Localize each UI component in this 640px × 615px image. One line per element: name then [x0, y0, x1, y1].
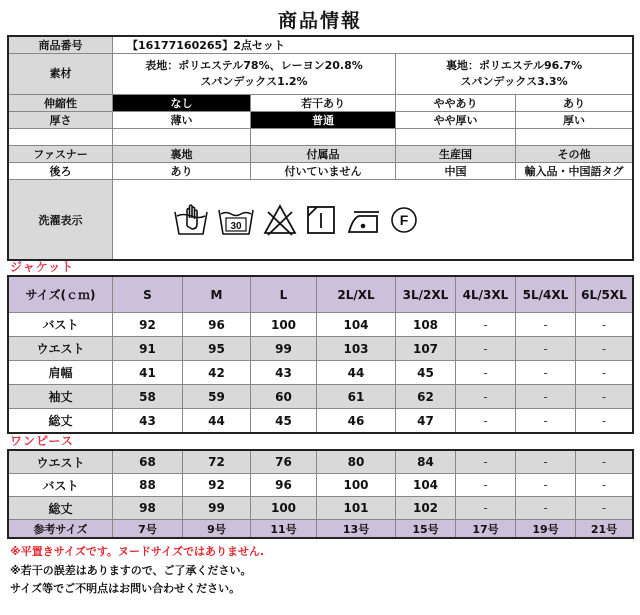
wash-icons-cell [113, 180, 633, 260]
cell: 92 [113, 313, 183, 337]
cell: 103 [317, 337, 396, 361]
size-header: 6L/5XL [576, 277, 633, 313]
cell: - [516, 361, 576, 385]
material-outer [113, 54, 396, 95]
material-lining [396, 54, 633, 95]
row-label: ウエスト [9, 451, 113, 474]
cell: 9号 [183, 520, 251, 538]
line-dry-shade-icon [305, 204, 337, 236]
row-label: バスト [9, 474, 113, 497]
size-header: 3L/2XL [396, 277, 456, 313]
spec-header-zipper: ファスナー [9, 146, 113, 163]
reference-size-row [9, 520, 633, 538]
cell: 15号 [396, 520, 456, 538]
thickness-option-slightly-thick: やや厚い [396, 112, 516, 129]
product-number-label: 商品番号 [9, 37, 113, 54]
spec-value-other: 輸入品・中国語タグ [516, 163, 633, 180]
empty-cell [396, 129, 516, 146]
material-label: 素材 [9, 54, 113, 95]
table-row [9, 337, 633, 361]
cell: 61 [317, 385, 396, 409]
cell: - [456, 313, 516, 337]
cell: 13号 [317, 520, 396, 538]
table-row [9, 385, 633, 409]
cell: 43 [251, 361, 317, 385]
svg-text:30: 30 [230, 220, 242, 232]
table-row [9, 497, 633, 520]
cell: - [576, 385, 633, 409]
onepiece-size-table [8, 450, 633, 538]
cell: 45 [396, 361, 456, 385]
cell: 43 [113, 409, 183, 433]
cell: - [576, 313, 633, 337]
table-row [9, 474, 633, 497]
cell: 21号 [576, 520, 633, 538]
cell: 59 [183, 385, 251, 409]
cell: 99 [183, 497, 251, 520]
cell: - [576, 409, 633, 433]
stretch-option-yes: あり [516, 95, 633, 112]
stretch-label: 伸縮性 [9, 95, 113, 112]
spec-value-zipper: 後ろ [9, 163, 113, 180]
cell: - [516, 474, 576, 497]
wash-30-icon [217, 204, 255, 236]
thickness-option-thin: 薄い [113, 112, 251, 129]
cell: 60 [251, 385, 317, 409]
cell: 7号 [113, 520, 183, 538]
cell: 41 [113, 361, 183, 385]
cell: 99 [251, 337, 317, 361]
cell: - [576, 361, 633, 385]
spec-header-lining: 裏地 [113, 146, 251, 163]
cell: 62 [396, 385, 456, 409]
cell: 45 [251, 409, 317, 433]
spec-header-accessories: 付属品 [251, 146, 396, 163]
stretch-option-some: ややあり [396, 95, 516, 112]
onepiece-section-label: ワンピース [10, 434, 74, 448]
cell: 104 [396, 474, 456, 497]
cell: 47 [396, 409, 456, 433]
cell: - [516, 497, 576, 520]
thickness-option-normal: 普通 [251, 112, 396, 129]
cell: 95 [183, 337, 251, 361]
spec-value-accessories: 付いていません [251, 163, 396, 180]
row-label: 総丈 [9, 497, 113, 520]
cell: 72 [183, 451, 251, 474]
table-row [9, 451, 633, 474]
spec-value-lining: あり [113, 163, 251, 180]
cell: - [516, 313, 576, 337]
size-header: L [251, 277, 317, 313]
cell: 102 [396, 497, 456, 520]
cell: - [516, 451, 576, 474]
jacket-size-table [8, 276, 633, 433]
cell: 91 [113, 337, 183, 361]
cell: - [516, 409, 576, 433]
cell: - [576, 474, 633, 497]
material-outer-line1: 表地：ポリエステル78%、レーヨン20.8% [145, 59, 363, 72]
note-flat-size: ※平置きサイズです。ヌードサイズではありません. [10, 545, 265, 558]
stretch-option-none: なし [113, 95, 251, 112]
wash-label: 洗濯表示 [9, 180, 113, 260]
cell: 100 [251, 497, 317, 520]
cell: - [456, 497, 516, 520]
cell: 58 [113, 385, 183, 409]
row-label: バスト [9, 313, 113, 337]
cell: 19号 [516, 520, 576, 538]
page-title: 商品情報 [277, 10, 362, 32]
cell: 92 [183, 474, 251, 497]
product-number-value: 【16177160265】2点セット [113, 37, 633, 54]
cell: 98 [113, 497, 183, 520]
dry-clean-f-icon [389, 205, 419, 235]
size-header: 5L/4XL [516, 277, 576, 313]
cell: 17号 [456, 520, 516, 538]
cell: - [576, 451, 633, 474]
cell: 68 [113, 451, 183, 474]
size-header: S [113, 277, 183, 313]
hand-wash-icon [173, 204, 209, 236]
cell: - [456, 337, 516, 361]
cell: 108 [396, 313, 456, 337]
notes [10, 543, 264, 599]
material-outer-line2: スパンデックス1.2% [200, 75, 308, 88]
table-row [9, 313, 633, 337]
cell: - [576, 497, 633, 520]
svg-text:F: F [399, 211, 409, 228]
cell: - [456, 451, 516, 474]
empty-cell [516, 129, 633, 146]
cell: - [516, 385, 576, 409]
cell: 101 [317, 497, 396, 520]
cell: 80 [317, 451, 396, 474]
row-label: 参考サイズ [9, 520, 113, 538]
row-label: ウエスト [9, 337, 113, 361]
cell: 100 [251, 313, 317, 337]
cell: - [516, 337, 576, 361]
no-bleach-icon [263, 204, 297, 236]
cell: 11号 [251, 520, 317, 538]
material-lining-line1: 裏地：ポリエステル96.7% [445, 59, 583, 72]
empty-cell [113, 129, 251, 146]
material-lining-line2: スパンデックス3.3% [460, 75, 568, 88]
spec-value-country: 中国 [396, 163, 516, 180]
cell: 88 [113, 474, 183, 497]
empty-cell [9, 129, 113, 146]
cell: - [456, 385, 516, 409]
jacket-section-label: ジャケット [10, 260, 75, 274]
thickness-label: 厚さ [9, 112, 113, 129]
cell: 42 [183, 361, 251, 385]
note-tolerance: ※若干の誤差はありますので、ご了承ください。 [10, 563, 252, 577]
thickness-option-thick: 厚い [516, 112, 633, 129]
table-row [9, 361, 633, 385]
row-label: 袖丈 [9, 385, 113, 409]
table-row [9, 409, 633, 433]
size-header: 4L/3XL [456, 277, 516, 313]
cell: 96 [251, 474, 317, 497]
cell: - [456, 409, 516, 433]
size-header: サイズ(ｃｍ) [9, 277, 113, 313]
size-header: 2L/XL [317, 277, 396, 313]
cell: 46 [317, 409, 396, 433]
row-label: 総丈 [9, 409, 113, 433]
spec-header-country: 生産国 [396, 146, 516, 163]
cell: 104 [317, 313, 396, 337]
cell: 107 [396, 337, 456, 361]
size-header: M [183, 277, 251, 313]
stretch-option-slight: 若干あり [251, 95, 396, 112]
cell: 84 [396, 451, 456, 474]
cell: 96 [183, 313, 251, 337]
row-label: 肩幅 [9, 361, 113, 385]
cell: - [456, 474, 516, 497]
iron-low-icon [345, 204, 381, 236]
cell: 44 [183, 409, 251, 433]
cell: - [576, 337, 633, 361]
cell: 44 [317, 361, 396, 385]
cell: - [456, 361, 516, 385]
cell: 100 [317, 474, 396, 497]
note-contact: サイズ等でご不明点はお問い合わせください。 [10, 582, 241, 595]
empty-cell [251, 129, 396, 146]
product-info-table [8, 36, 633, 260]
spec-header-other: その他 [516, 146, 633, 163]
cell: 76 [251, 451, 317, 474]
